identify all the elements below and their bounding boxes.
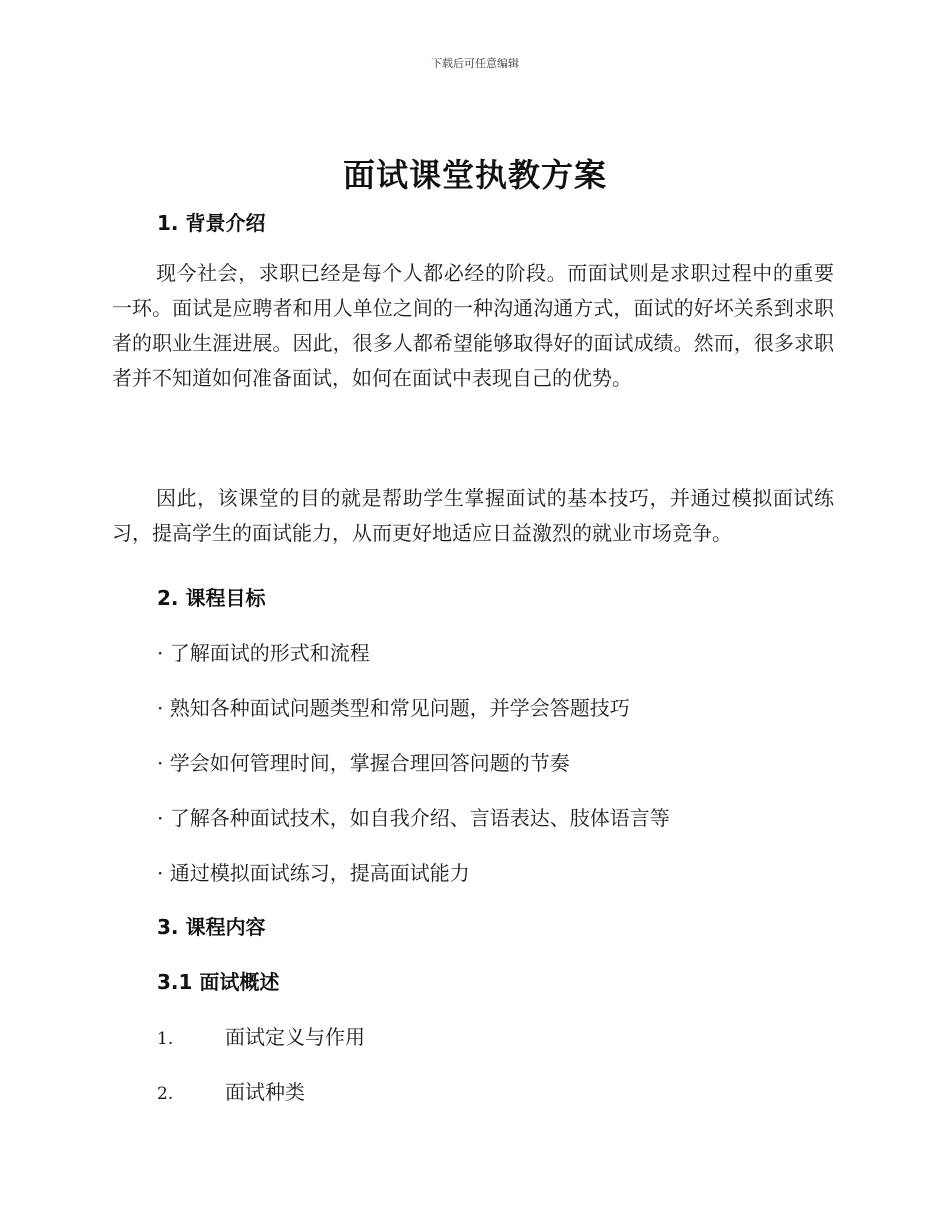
- numbered-item: [157, 1076, 305, 1105]
- header-note: 下载后可任意编辑: [431, 57, 519, 70]
- numbered-item: [157, 1021, 365, 1050]
- section-heading-content: 3. 课程内容: [157, 915, 266, 939]
- item-text: 面试定义与作用: [225, 1025, 365, 1049]
- section-heading-goals: 2. 课程目标: [157, 586, 266, 610]
- goal-item: · 了解各种面试技术，如自我介绍、言语表达、肢体语言等: [157, 806, 670, 830]
- item-number: 2.: [157, 1084, 174, 1104]
- paragraph-background-1: 现今社会，求职已经是每个人都必经的阶段。而面试则是求职过程中的重要一环。面试是应聘者和用人单位之间的一种沟通沟通方式，面试的好坏关系到求职者的职业生涯进展。因此，很多人都希望能够取得好的面试成绩。然而，很多求职者并不知道如何准备面试，如何在面试中表现自己的优势。: [112, 261, 834, 390]
- section-heading-background: 1. 背景介绍: [157, 211, 266, 235]
- goal-item: · 了解面试的形式和流程: [157, 641, 370, 665]
- document-title: 面试课堂执教方案: [342, 156, 607, 194]
- goal-item: · 学会如何管理时间，掌握合理回答问题的节奏: [157, 751, 570, 775]
- item-text: 面试种类: [225, 1080, 305, 1104]
- subsection-heading-overview: 3.1 面试概述: [157, 970, 280, 994]
- goal-item: · 熟知各种面试问题类型和常见问题，并学会答题技巧: [157, 696, 630, 720]
- goal-item: · 通过模拟面试练习，提高面试能力: [157, 861, 470, 885]
- paragraph-background-2: 因此，该课堂的目的就是帮助学生掌握面试的基本技巧，并通过模拟面试练习，提高学生的面试能力，从而更好地适应日益激烈的就业市场竞争。: [112, 486, 834, 545]
- item-number: 1.: [157, 1029, 174, 1049]
